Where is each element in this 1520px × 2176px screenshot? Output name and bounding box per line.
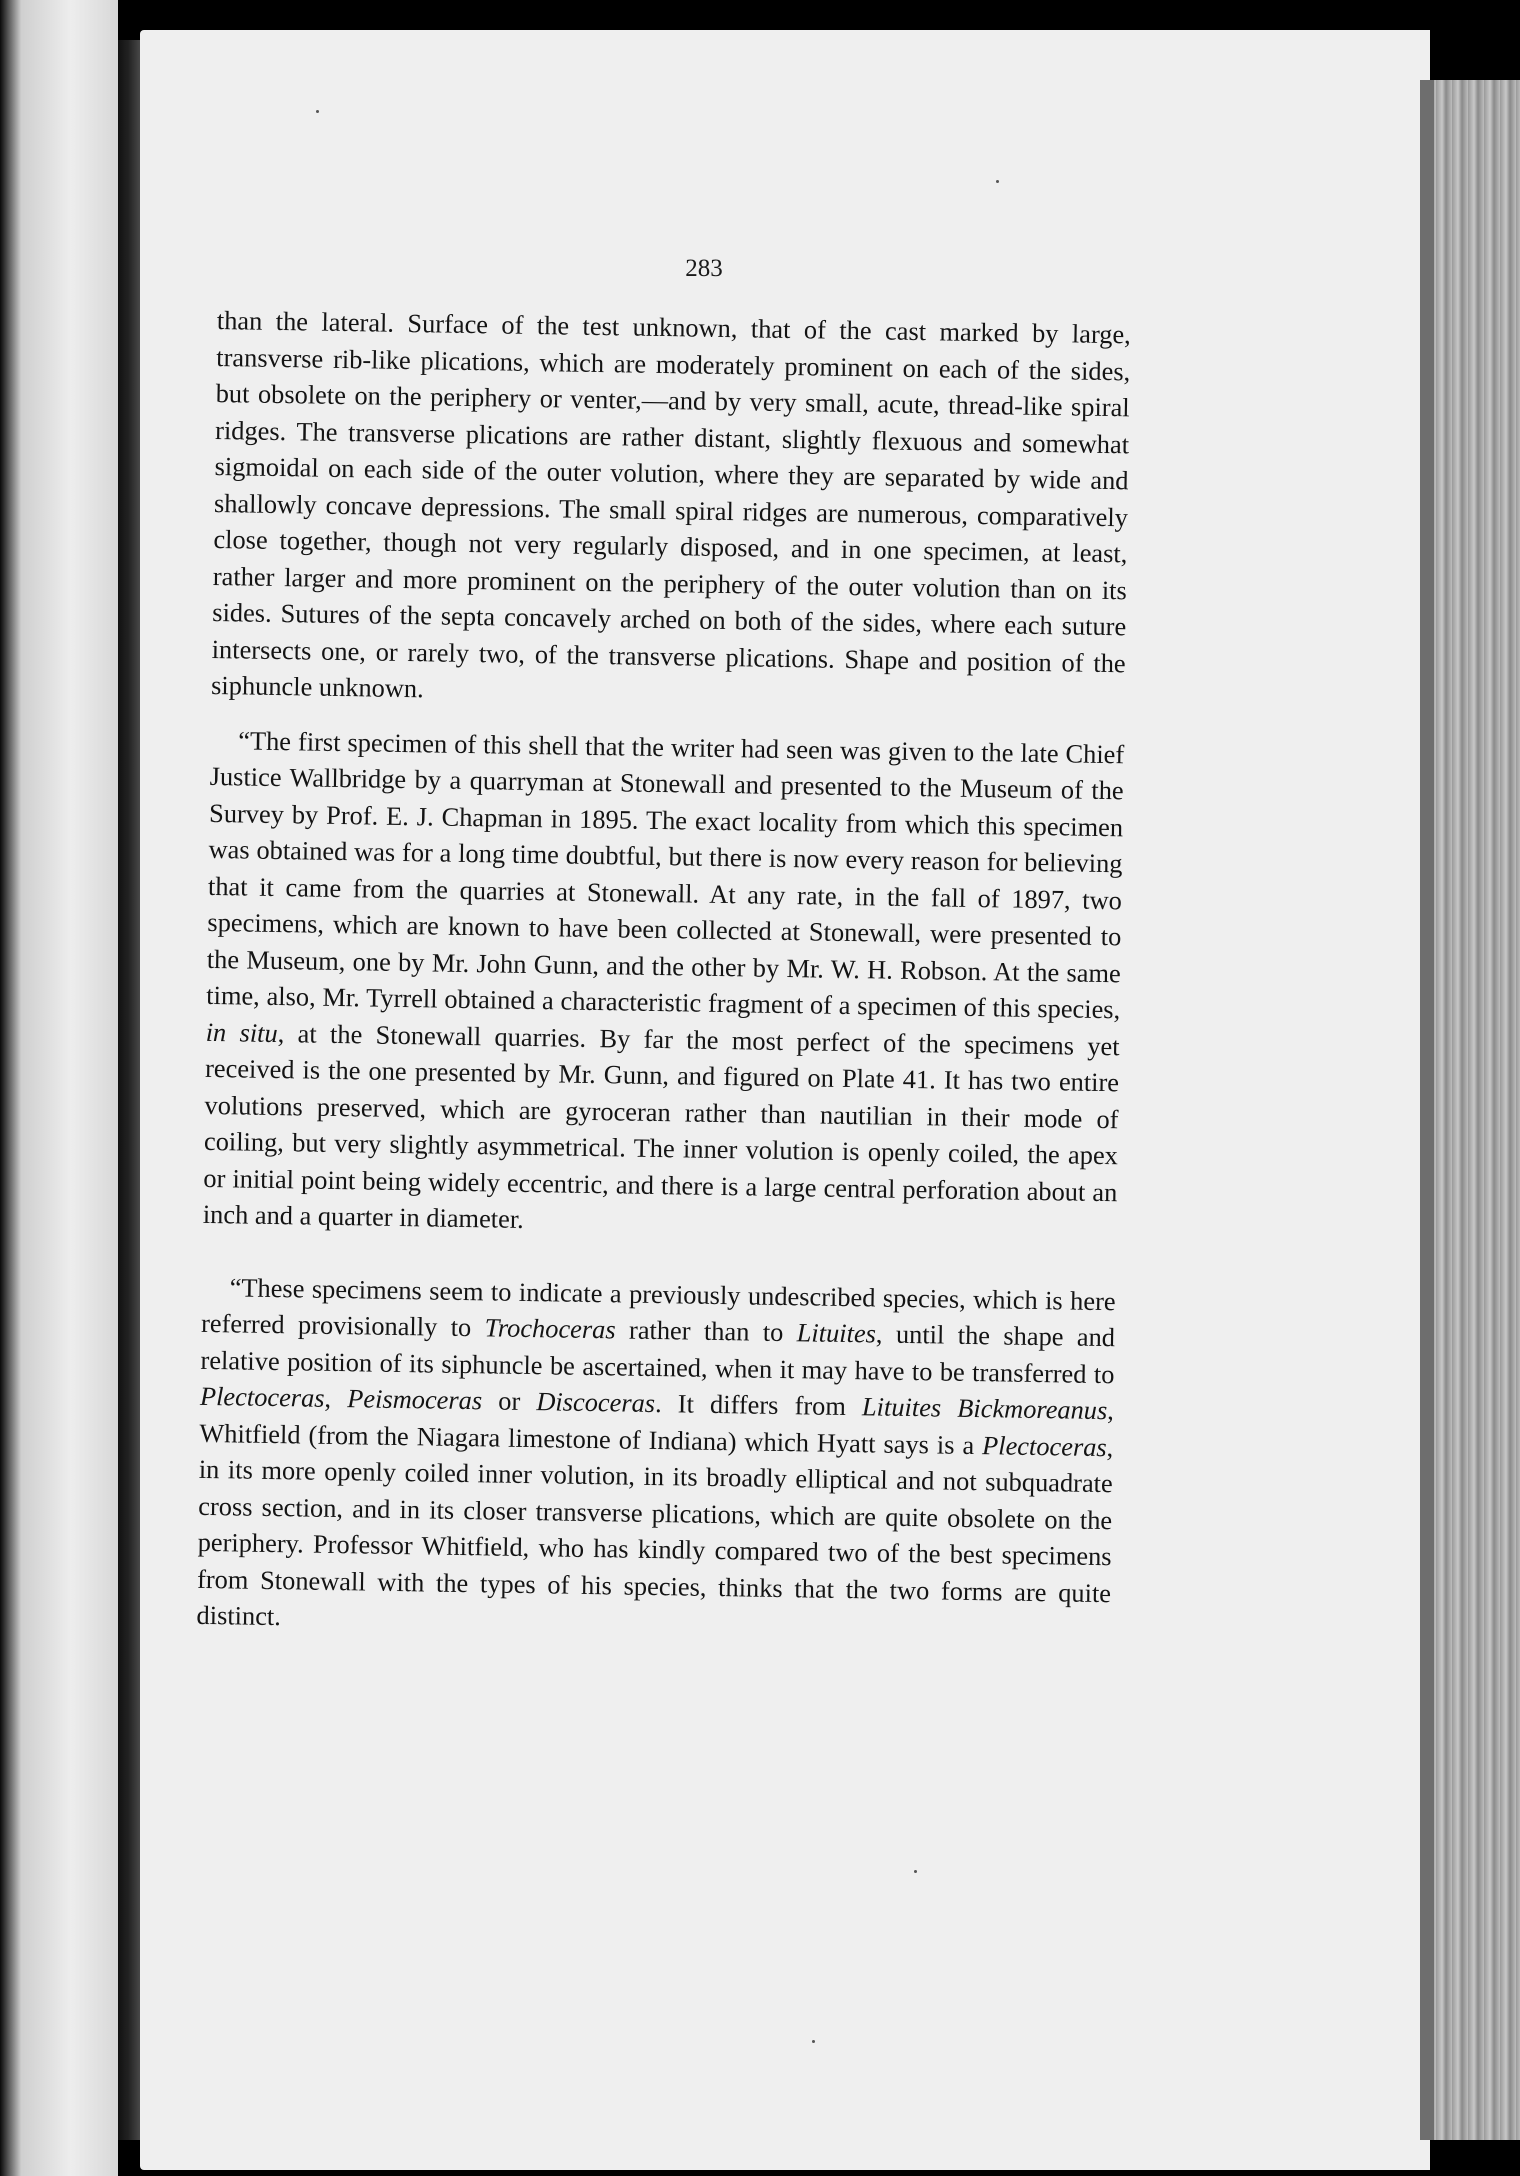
dust-speck (316, 110, 319, 113)
text-run: , Whitfield (from the Niagara limestone of Indiana) which Hyatt says is a (199, 1395, 1115, 1460)
italic-text: Plectoceras (199, 1380, 325, 1413)
left-page-edge (0, 0, 118, 2176)
paragraph (211, 302, 1131, 718)
text-run: than the lateral. Surface of the test unknown, that of the cast marked by large, transverse rib-like plications, which are moderately prominent on each of the sides, but obsolete on the periphery or venter,—and by very small, acute, thread-like spiral ridges. The transverse plications are rather distant, slightly flexuous and somewhat sigmoidal on each side of the outer volution, where they are separated by wide and shallowly concave depressions. The small spiral ridges are numerous, comparatively close together, though not very regularly disposed, and in one specimen, at least, rather larger and more prominent on the periphery of the outer volution than on its sides. Sutures of the septa concavely arched on both of the sides, where each suture intersects one, or rarely two, of the transverse plications. Shape and position of the siphuncle unknown. (210, 304, 1132, 704)
italic-text: Lituites Bickmoreanus (861, 1391, 1108, 1426)
dust-speck (812, 2040, 815, 2043)
italic-text: Lituites (796, 1317, 877, 1349)
italic-text: Plectoceras (981, 1429, 1107, 1462)
page-edge-shadow (1420, 80, 1434, 2140)
text-run: , until the shape and relative position of its siphuncle be ascertained, when it may have to be transferred to (200, 1318, 1116, 1389)
dust-speck (996, 180, 999, 183)
text-run: , (324, 1382, 348, 1414)
text-run: , at the Stonewall quarries. By far the most perfect of the specimens yet received is the one presented by Mr. Gunn, and figured on Plate 41. It has two entire volutions preserved, which are gyroceran rather than nautilian in their mode of coiling, but very slightly asymmetrical. The inner volution is openly coiled, the apex or initial point being widely eccentric, and there is a large central perforation about an inch and a quarter in diameter. (202, 1017, 1120, 1234)
italic-text: in situ (205, 1016, 278, 1048)
italic-text: Trochoceras (484, 1312, 616, 1345)
paragraph (196, 1268, 1116, 1647)
text-run: . It differs from (654, 1388, 863, 1422)
text-run: “These specimens seem to indicate a previously undescribed species, which is here referred provisionally to (200, 1271, 1116, 1343)
paragraph (203, 721, 1125, 1246)
body-text (196, 250, 1132, 1648)
dust-speck (914, 1870, 917, 1873)
text-run: rather than to (615, 1314, 798, 1348)
page-number: 283 (685, 255, 723, 282)
text-run: , in its more openly coiled inner volution, in its broadly elliptical and not subquadrate cross section, and in its closer transverse plications, which are quite obsolete on the periphery. Professor Whitfield, who has kindly compared two of the best specimens from Stonewall with the types of his species, thinks that the two forms are quite distinct. (196, 1431, 1114, 1632)
text-run: or (481, 1385, 537, 1417)
text-run: “The first specimen of this shell that the writer had seen was given to the late Chief Justice Wallbridge by a quarryman at Stonewall and presented to the Museum of the Survey by Prof. E. J. Chapman in 1895. The exact locality from which this specimen was obtained was for a long time doubtful, but there is now every reason for believing that it came from the quarries at Stonewall. At any rate, in the fall of 1897, two specimens, which are known to have been collected at Stonewall, were presented to the Museum, one by Mr. John Gunn, and the other by Mr. W. H. Robson. At the same time, also, Mr. Tyrrell obtained a characteristic fragment of a specimen of this species, (206, 724, 1125, 1025)
page-edge-stack (1420, 80, 1520, 2140)
italic-text: Peismoceras (347, 1383, 483, 1416)
italic-text: Discoceras (536, 1386, 656, 1419)
